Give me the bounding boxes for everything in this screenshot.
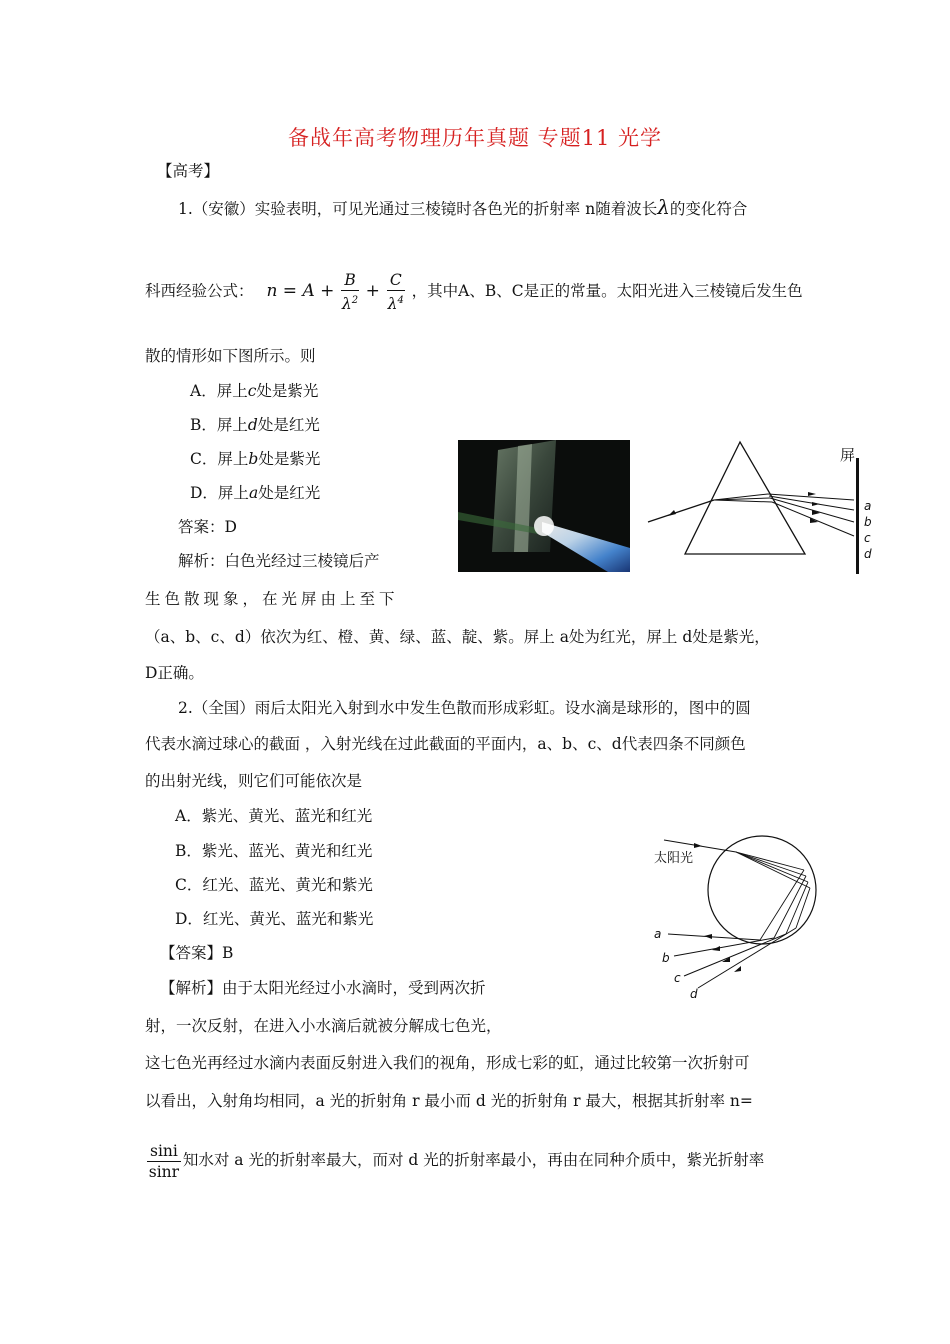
q2-option-a: A．紫光、黄光、蓝光和红光 xyxy=(175,807,373,825)
q2-analysis-4: 以看出，入射角均相同，a 光的折射角 r 最小而 d 光的折射角 r 最大，根据其折射率 n= xyxy=(145,1092,753,1110)
q1-option-d: D．屏上a处是红光 xyxy=(190,484,321,502)
q2-line1: 2.（全国）雨后太阳光入射到水中发生色散而形成彩虹。设水滴是球形的，图中的圆 xyxy=(178,699,751,717)
prism-triangle xyxy=(685,442,805,554)
q1-analysis-1: 解析：白色光经过三棱镜后产 xyxy=(178,552,380,570)
q1-formula-line: 科西经验公式： n = A + $\frac{B}{\lambda^2}$ + $\frac{C}{\lambda^4}$ ，其中A、B、C是正的常量。太阳光进入三棱镜后发生色 xyxy=(145,271,803,314)
exit-ray-a xyxy=(668,934,760,940)
q1-option-c: C．屏上b处是紫光 xyxy=(190,450,321,468)
q2-line2: 代表水滴过球心的截面 ，入射光线在过此截面的平面内，a、b、c、d代表四条不同颜色 xyxy=(145,735,746,753)
q1-analysis-2: 生色散现象，在光屏由上至下 xyxy=(145,590,399,608)
q2-analysis-3: 这七色光再经过水滴内表面反射进入我们的视角，形成七彩的虹，通过比较第一次折射可 xyxy=(145,1054,750,1072)
drop-label-a: a xyxy=(654,927,662,941)
q2-line3: 的出射光线，则它们可能依次是 xyxy=(145,772,363,790)
q2-option-b: B．紫光、蓝光、黄光和红光 xyxy=(175,842,373,860)
page-title: 备战年高考物理历年真题 专题11 光学 xyxy=(287,126,663,150)
q2-analysis-2: 射，一次反射，在进入小水滴后就被分解成七色光， xyxy=(145,1017,502,1035)
q1-line1: 1.（安徽）实验表明，可见光通过三棱镜时各色光的折射率 n随着波长λ的变化符合 xyxy=(178,195,748,219)
drop-label-d: d xyxy=(690,987,698,1001)
exit-ray-b xyxy=(674,938,774,956)
section-heading: 【高考】 xyxy=(157,162,220,180)
sun-label: 太阳光 xyxy=(654,851,694,866)
q1-option-b: B．屏上d处是红光 xyxy=(190,416,320,434)
q2-analysis-1: 【解析】由于太阳光经过小水滴时，受到两次折 xyxy=(160,979,486,997)
q1-analysis-4: D正确。 xyxy=(145,664,204,682)
q2-answer: 【答案】B xyxy=(160,944,234,962)
fraction-b: $\frac{B}{\lambda^2}$ xyxy=(341,271,359,314)
q1-analysis-3: （a、b、c、d）依次为红、橙、黄、绿、蓝、靛、紫。屏上 a处为红光，屏上 d处是紫光， xyxy=(145,628,770,646)
exit-ray-c xyxy=(684,934,786,976)
screen-label: 屏 xyxy=(840,446,856,464)
prism-photo xyxy=(458,440,630,572)
q1-option-a: A．屏上c处是紫光 xyxy=(190,382,319,400)
prism-photo-image xyxy=(458,440,630,572)
q2-option-d: D．红光、黄光、蓝光和紫光 xyxy=(175,910,374,928)
screen-bar xyxy=(856,458,859,574)
prism-diagram xyxy=(640,438,880,578)
label-d: d xyxy=(864,547,872,561)
q2-option-c: C．红光、蓝光、黄光和紫光 xyxy=(175,876,373,894)
drop-label-b: b xyxy=(662,951,670,965)
formula-n: n = A + xyxy=(266,281,335,302)
label-a: a xyxy=(864,499,872,513)
label-b: b xyxy=(864,515,872,529)
label-c: c xyxy=(864,531,871,545)
q1-line3: 散的情形如下图所示。则 xyxy=(145,347,316,365)
drop-circle xyxy=(708,836,816,944)
drop-label-c: c xyxy=(674,971,681,985)
sin-fraction: $\frac{\sin i}{\sin r}$ xyxy=(148,1141,180,1181)
ray-b xyxy=(769,496,854,510)
incident-ray xyxy=(648,500,714,522)
raindrop-diagram xyxy=(640,826,830,1002)
fraction-c: $\frac{C}{\lambda^4}$ xyxy=(387,271,404,314)
q2-analysis-5: $\frac{\sin i}{\sin r}$ 知水对 a 光的折射率最大，而对 d 光的折射率最小，再由在同种介质中，紫光折射率 xyxy=(148,1141,765,1181)
q1-answer: 答案：D xyxy=(178,518,237,536)
